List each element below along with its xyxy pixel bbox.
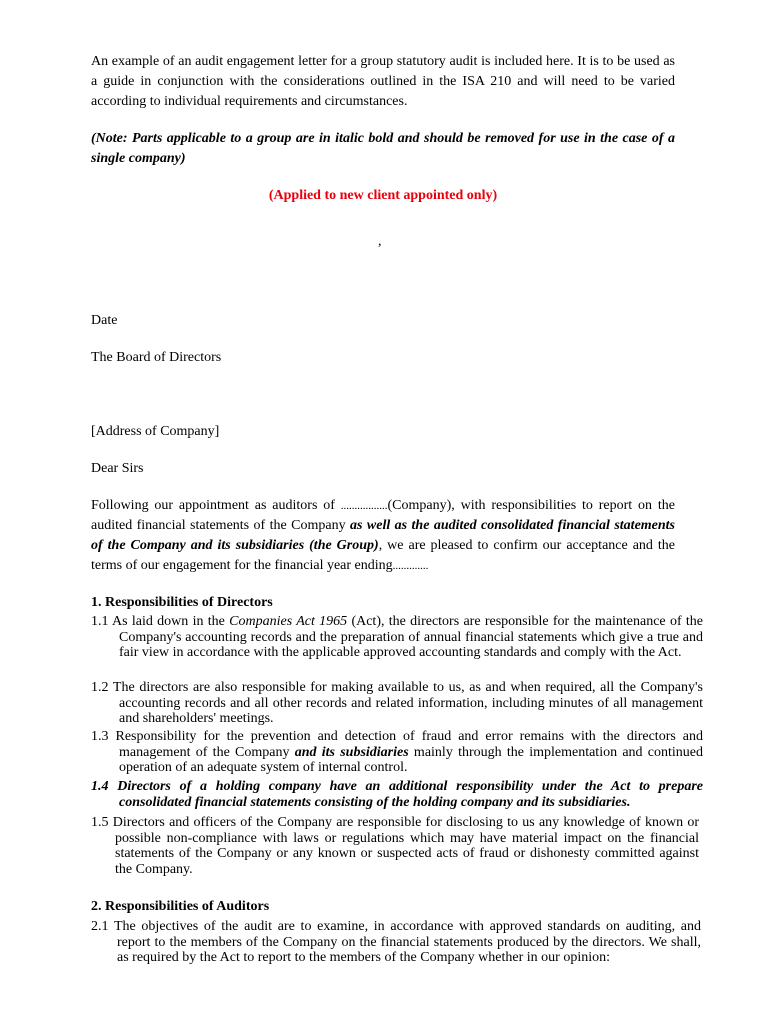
clause-1-1-text-b: (Act), the directors are responsible for the maintenance of the Company's accounting records and the preparation of annual financial statements which give a true and fair view in accordance with the applicable approved accounting standards and comply with the Act.: [119, 614, 703, 660]
clause-1-1-text-a: 1.1 As laid down in the: [91, 614, 230, 629]
clause-1-3-text-a: 1.3 Responsibility for the prevention and detection of fraud and error remains with the directors and management of the Company: [91, 729, 703, 760]
opening-text-1: Following our appointment as auditors of: [91, 498, 341, 513]
clause-1-1: [91, 614, 703, 661]
intro-paragraph: An example of an audit engagement letter for a group statutory audit is included here. It is to be used as a guide in conjunction with the considerations outlined in the ISA 210 and will need to be varied according to individual requirements and circumstances.: [91, 54, 675, 109]
clause-1-3-group: and its subsidiaries: [294, 744, 409, 760]
company-name-blank: .................: [340, 500, 388, 512]
clause-1-5: 1.5 Directors and officers of the Company are responsible for disclosing to us any knowledge of known or possible non-compliance with laws or regulations which may have material impact on the financial statements of the Company or any known or suspected acts of fraud or dishonesty committed against the Company.: [91, 815, 699, 877]
clause-1-2: 1.2 The directors are also responsible for making available to us, as and when required, all the Company's accounting records and all other records and related information, including minutes of all management and shareholders' meetings.: [91, 680, 703, 726]
opening-text-2: (Company), with responsibilities to report on the audited financial statements of the Company: [91, 498, 675, 533]
salutation: Dear Sirs: [91, 461, 144, 476]
opening-text-3: , we are pleased to confirm our acceptance and the terms of our engagement for the financial year ending: [91, 538, 675, 573]
clause-1-3-text-b: mainly through the implementation and continued operation of an adequate system of internal control.: [119, 744, 703, 775]
company-address: [Address of Company]: [91, 424, 220, 439]
group-statement: as well as the audited consolidated financial statements of the Company and its subsidiaries (the Group): [91, 518, 676, 553]
date-label: Date: [91, 313, 118, 328]
clause-2-1: 2.1 The objectives of the audit are to examine, in accordance with approved standards on auditing, and report to the members of the Company on the financial statements produced by the directors. We shall, as required by the Act to report to the members of the Company whether in our opinion:: [91, 919, 701, 965]
stray-comma: ,: [378, 234, 382, 249]
addressee: The Board of Directors: [91, 350, 222, 365]
opening-paragraph: [91, 496, 675, 576]
companies-act-reference: Companies Act 1965: [229, 614, 348, 629]
clause-1-3: [91, 729, 703, 776]
applied-note: (Applied to new client appointed only): [268, 188, 498, 203]
section-1-heading: 1. Responsibilities of Directors: [91, 595, 273, 610]
group-note: (Note: Parts applicable to a group are in italic bold and should be removed for use in the case of a single company): [91, 131, 675, 166]
section-2-heading: 2. Responsibilities of Auditors: [91, 899, 270, 914]
clause-1-4: 1.4 Directors of a holding company have an additional responsibility under the Act to prepare consolidated financial statements consisting of the holding company and its subsidiaries.: [91, 779, 703, 810]
year-end-blank: .............: [392, 560, 429, 572]
